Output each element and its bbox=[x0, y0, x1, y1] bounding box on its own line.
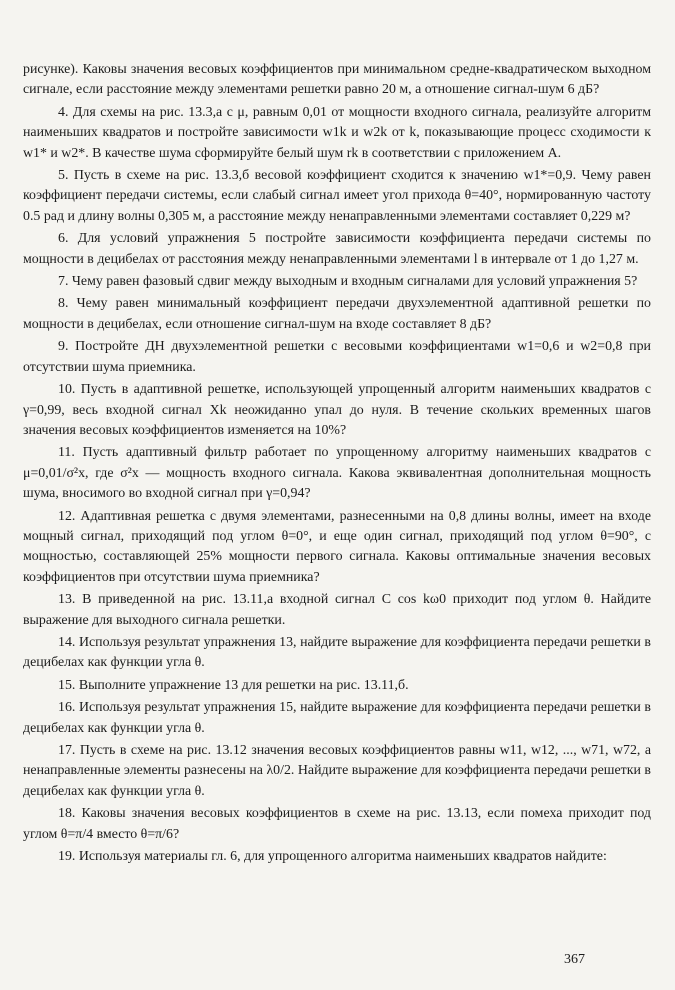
exercise-16: 16. Используя результат упражнения 15, найдите выражение для коэффициента передачи решетки в децибелах как функции угла θ. bbox=[23, 700, 651, 736]
exercise-13: 13. В приведенной на рис. 13.11,а входной сигнал C cos kω0 приходит под углом θ. Найдите выражение для выходного сигнала решетки. bbox=[23, 592, 651, 628]
exercise-14: 14. Используя результат упражнения 13, найдите выражение для коэффициента передачи решетки в децибелах как функции угла θ. bbox=[23, 634, 651, 671]
exercise-5: 5. Пусть в схеме на рис. 13.3,б весовой коэффициент сходится к значению w1*=0,9. Чему равен коэффициент передачи системы, если слабый сигнал имеет угол прихода θ=40°, нормированную частоту 0.5 рад и длину волны 0,305 м, а расстояние между ненаправленными элементами составляет 0,229 м? bbox=[23, 168, 651, 224]
exercise-10: 10. Пусть в адаптивной решетке, использующей упрощенный алгоритм наименьших квадратов с γ=0,99, весь входной сигнал Xk неожиданно упал до нуля. В течение скольких временных шагов значения весовых коэффициентов изменяется на 10%? bbox=[23, 382, 651, 438]
exercise-11: 11. Пусть адаптивный фильтр работает по упрощенному алгоритму наименьших квадратов с μ=0,01/σ²x, где σ²x — мощность входного сигнала. Какова эквивалентная дополнительная мощность шума, вносимого во входной сигнал при γ=0,94? bbox=[23, 445, 651, 502]
page-number: 367 bbox=[564, 952, 585, 967]
exercise-9: 9. Постройте ДН двухэлементной решетки с весовыми коэффициентами w1=0,6 и w2=0,8 при отсутствии шума приемника. bbox=[23, 339, 651, 375]
page-body bbox=[23, 60, 651, 869]
exercise-7: 7. Чему равен фазовый сдвиг между выходным и входным сигналами для условий упражнения 5? bbox=[58, 274, 638, 290]
exercise-4: 4. Для схемы на рис. 13.3,а с μ, равным 0,01 от мощности входного сигнала, реализуйте алгоритм наименьших квадратов и постройте зависимости w1k и w2k от k, показывающие процесс сходимости к w1* и w2*. В качестве шума сформируйте белый шум rk в соответствии с приложением А. bbox=[23, 104, 651, 161]
exercise-6: 6. Для условий упражнения 5 постройте зависимости коэффициента передачи системы по мощности в децибелах от расстояния между ненаправленными элементами l в интервале от 1 до 1,27 м. bbox=[23, 231, 651, 267]
exercise-12: 12. Адаптивная решетка с двумя элементами, разнесенными на 0,8 длины волны, имеет на входе мощный сигнал, приходящий под углом θ=0°, и еще один сигнал, приходящий под углом θ=90°, с мощностью, составляющей 25% мощности первого сигнала. Каковы оптимальные значения весовых коэффициентов при отсутствии шума приемника? bbox=[23, 508, 651, 585]
exercise-17: 17. Пусть в схеме на рис. 13.12 значения весовых коэффициентов равны w11, w12, ..., w71, w72, а ненаправленные элементы разнесены на λ0/2. Найдите выражение для коэффициента передачи решетки в децибелах как функции угла θ. bbox=[23, 743, 651, 799]
exercise-19: 19. Используя материалы гл. 6, для упрощенного алгоритма наименьших квадратов найдите: bbox=[58, 849, 607, 865]
exercise-8: 8. Чему равен минимальный коэффициент передачи двухэлементной адаптивной решетки по мощности в децибелах, если отношение сигнал-шум на входе составляет 8 дБ? bbox=[23, 296, 651, 332]
paragraph-continuation: рисунке). Каковы значения весовых коэффициентов при минимальном средне-квадратическом выходном сигнале, если расстояние между элементами решетки равно 20 м, а отношение сигнал-шум 6 дБ? bbox=[23, 62, 651, 98]
exercise-15: 15. Выполните упражнение 13 для решетки на рис. 13.11,б. bbox=[58, 677, 409, 693]
exercise-18: 18. Каковы значения весовых коэффициентов в схеме на рис. 13.13, если помеха приходит под углом θ=π/4 вместо θ=π/6? bbox=[23, 806, 651, 842]
